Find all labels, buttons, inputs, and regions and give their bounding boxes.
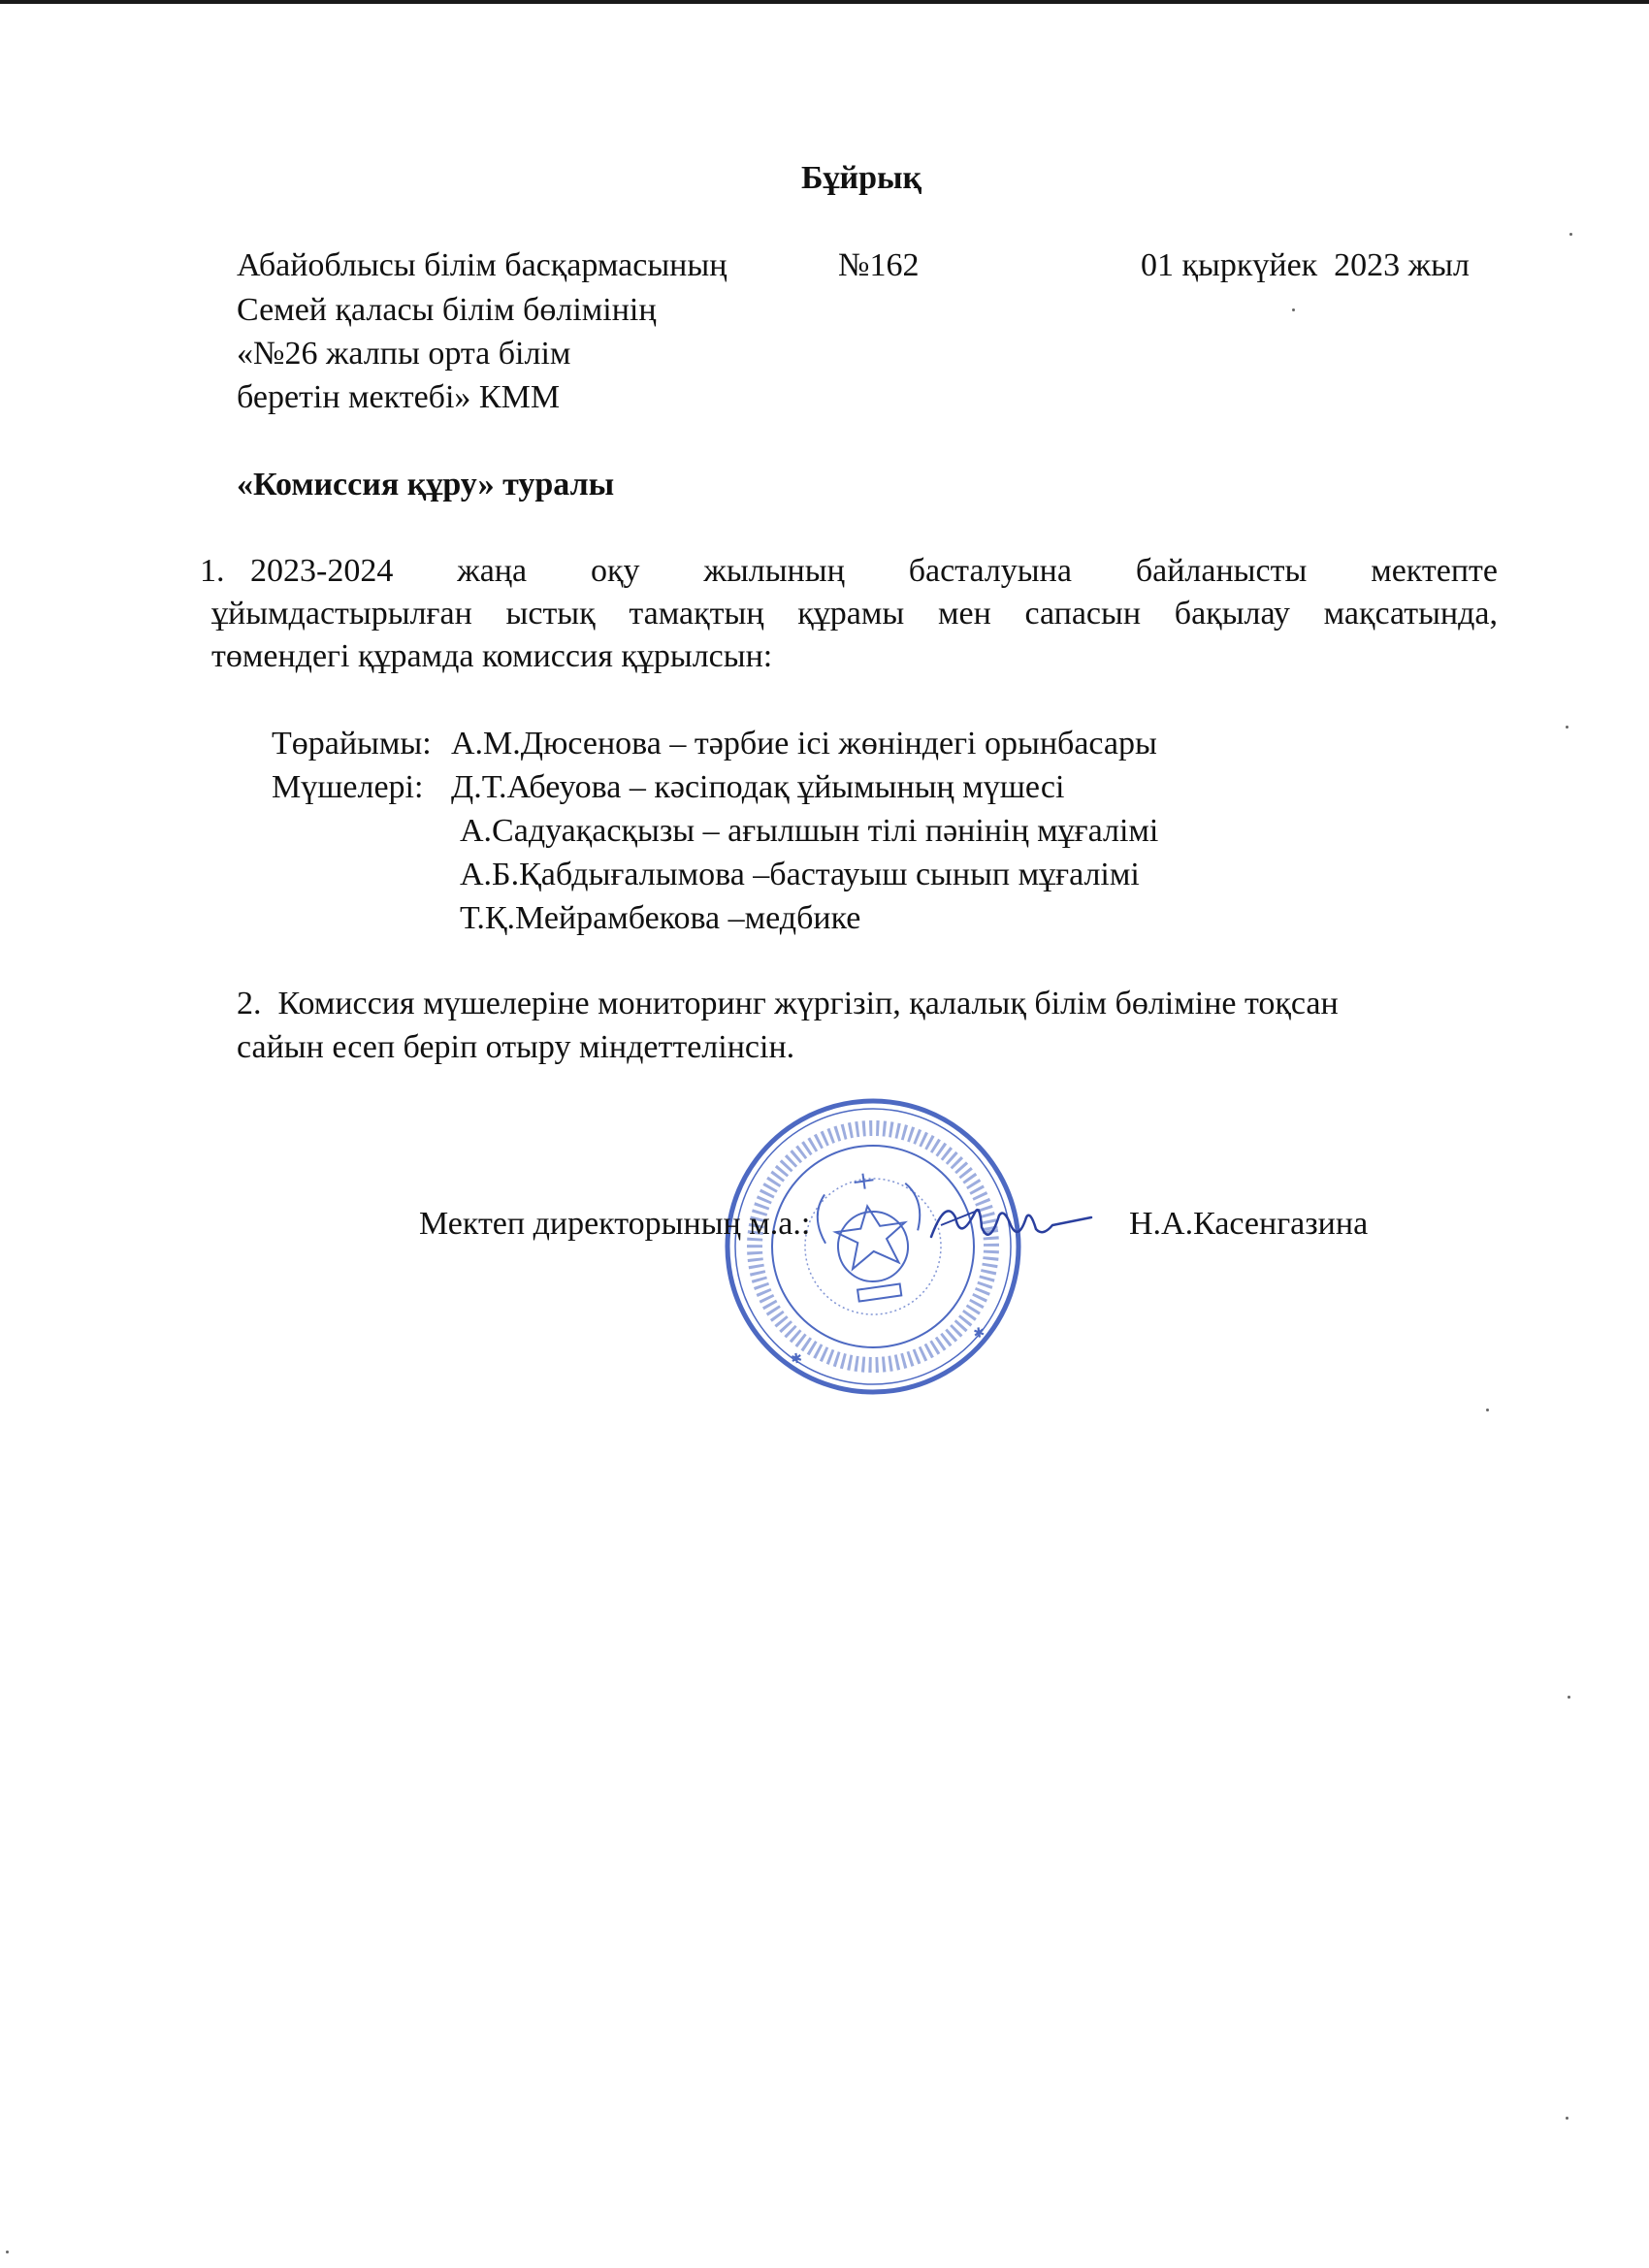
scan-speck: [1568, 1696, 1570, 1699]
org-line-1: Абайоблысы білім басқармасының: [237, 247, 728, 283]
org-line-3: «№26 жалпы орта білім: [237, 336, 571, 372]
item-1-word: байланысты: [1135, 553, 1308, 589]
member-entry: А.Б.Қабдығалымова –бастауыш сынып мұғалімі: [460, 857, 1140, 892]
item-1-word: 2023-2024: [250, 553, 394, 589]
item-1-line-3: төмендегі құрамда комиссия құрылсын:: [211, 638, 773, 674]
order-number: №162: [838, 247, 920, 283]
chair-entry: А.М.Дюсенова – тәрбие ісі жөніндегі орынбасары: [451, 726, 1157, 761]
item-1-word: жаңа: [457, 553, 528, 589]
signatory-role: Мектеп директорының м.а.:: [419, 1206, 811, 1242]
item-2-line-1: 2. Комиссия мүшелеріне мониторинг жүргізіп, қалалық білім бөліміне тоқсан: [237, 986, 1339, 1021]
member-entry: Т.Қ.Мейрамбекова –медбике: [460, 900, 861, 936]
signature-graphic: [922, 1188, 1096, 1266]
signatory-name: Н.А.Касенгазина: [1129, 1206, 1369, 1242]
document-title: Бұйрық: [801, 160, 922, 196]
member-entry: А.Садуақасқызы – ағылшын тілі пәнінің мұғалімі: [460, 813, 1159, 849]
scan-speck: [1566, 2117, 1568, 2120]
item-1-word: оқу: [590, 553, 640, 589]
item-1-marker: 1.: [200, 553, 225, 589]
order-date: 01 қыркүйек 2023 жыл: [1141, 247, 1470, 283]
item-1-line-2: ұйымдастырылған ыстық тамақтың құрамы мен сапасын бақылау мақсатында,: [211, 596, 1498, 632]
members-label: Мүшелері:: [272, 769, 424, 805]
item-1-word: басталуына: [908, 553, 1072, 589]
chair-label: Төрайымы:: [272, 726, 432, 761]
item-2-line-2: сайын есеп беріп отыру міндеттелінсін.: [237, 1029, 795, 1065]
scan-speck: [1486, 1409, 1489, 1411]
org-line-4: беретін мектебі» КММ: [237, 379, 561, 415]
member-entry: Д.Т.Абеуова – кәсіподақ ұйымының мүшесі: [451, 769, 1065, 805]
org-line-2: Семей қаласы білім бөлімінің: [237, 292, 657, 328]
order-subject: «Комиссия құру» туралы: [237, 467, 615, 502]
item-1-word: жылының: [703, 553, 845, 589]
item-1-word: мектепте: [1371, 553, 1498, 589]
scan-speck: [1292, 308, 1295, 311]
scan-speck: [1569, 233, 1572, 236]
svg-text:✱: ✱: [790, 1350, 804, 1368]
handwritten-signature: [922, 1188, 1096, 1266]
scan-speck: [1566, 726, 1568, 729]
scan-top-edge: [0, 0, 1649, 4]
svg-text:✱: ✱: [972, 1324, 986, 1343]
item-1-line-1: [250, 550, 1498, 593]
scan-speck: [6, 2251, 9, 2253]
